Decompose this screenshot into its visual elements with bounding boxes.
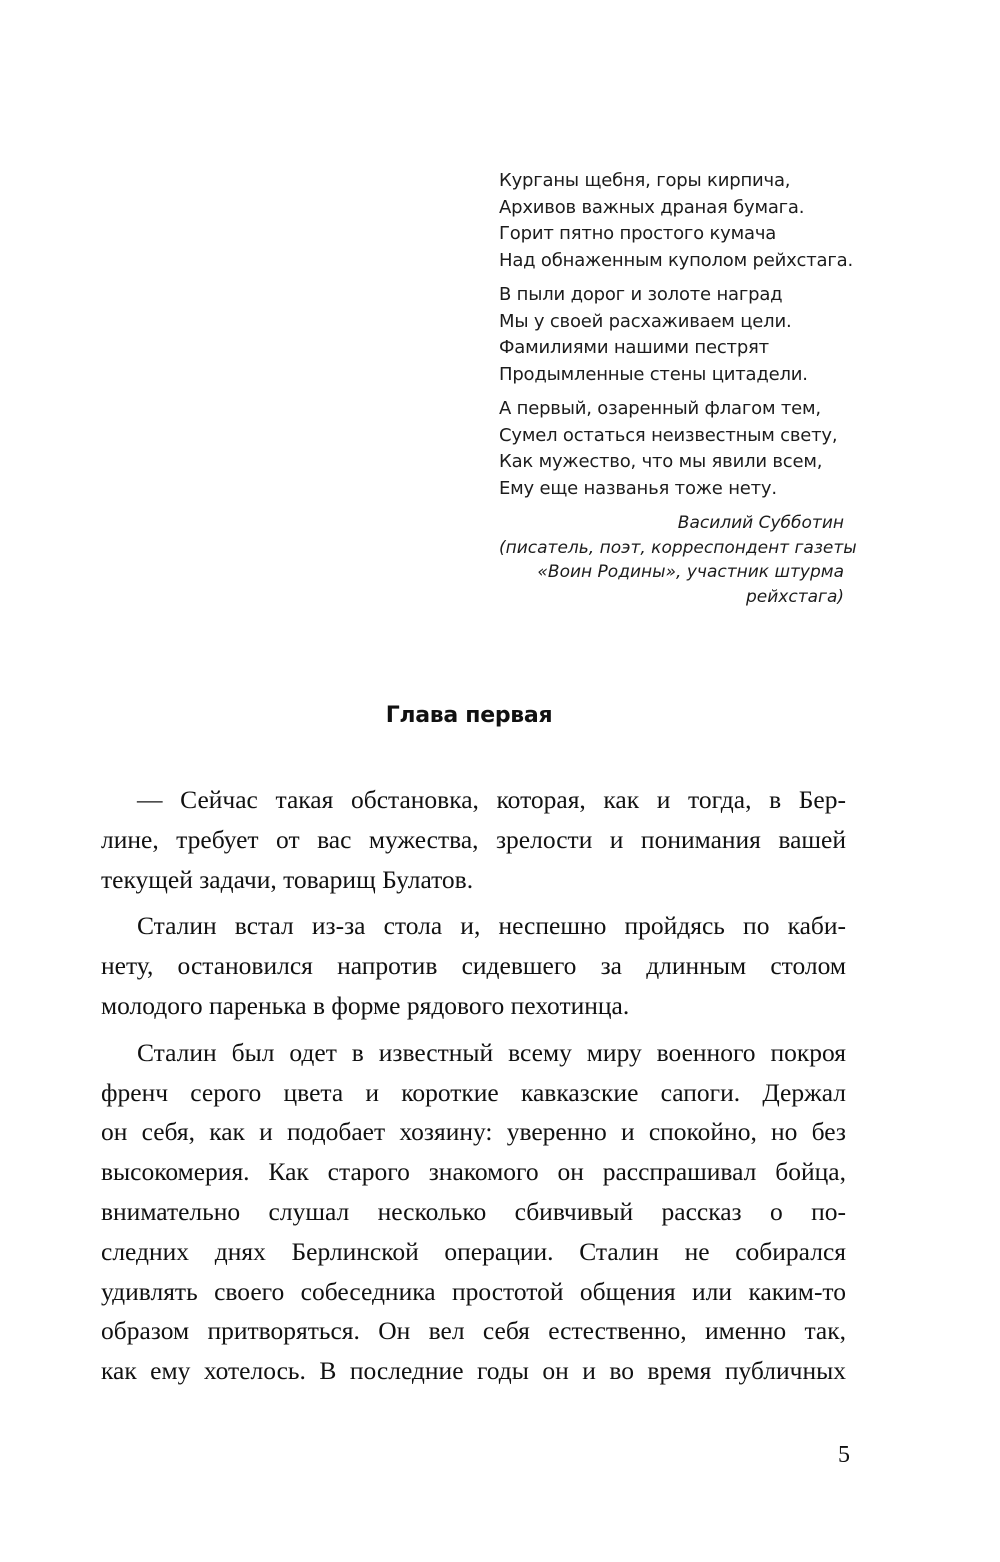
- poem-line: Мы у своей расхаживаем цели.: [499, 310, 792, 332]
- paragraph-1: [101, 780, 846, 899]
- text-line: текущей задачи, товарищ Булатов.: [101, 864, 474, 894]
- attribution-line: рейхстага): [745, 586, 844, 607]
- poem-stanza-3: [499, 396, 859, 502]
- chapter-title: Глава первая: [385, 703, 553, 728]
- poem-line: В пыли дорог и золоте наград: [499, 284, 783, 305]
- poem-line: А первый, озаренный флагом тем,: [499, 398, 821, 419]
- attribution-author: Василий Субботин: [677, 513, 844, 533]
- poem-line: Архивов важных драная бумага.: [499, 196, 805, 218]
- text-line: нету, остановился напротив сидевшего за длинным столом: [101, 951, 846, 981]
- poem-line: Горит пятно простого кумача: [499, 223, 777, 244]
- text-line: образом притворяться. Он вел себя естественно, именно так,: [101, 1316, 846, 1346]
- text-line: как ему хотелось. В последние годы он и во время публичных: [101, 1356, 846, 1386]
- text-line: — Сейчас такая обстановка, которая, как и тогда, в Бер-: [137, 785, 846, 814]
- epigraph-poem: [499, 168, 859, 510]
- poem-stanza-2: [499, 282, 859, 388]
- text-line: внимательно слушал несколько сбивчивый рассказ о по-: [101, 1196, 846, 1226]
- text-line: Сталин встал из-за стола и, неспешно пройдясь по каби-: [137, 911, 846, 941]
- poem-line: Курганы щебня, горы кирпича,: [499, 170, 791, 191]
- attribution-line: (писатель, поэт, корреспондент газеты: [499, 537, 857, 558]
- text-line: Сталин был одет в известный всему миру военного покроя: [137, 1037, 846, 1067]
- paragraph-3: [101, 1033, 846, 1391]
- poem-line: Фамилиями нашими пестрят: [499, 337, 769, 358]
- page-number: 5: [838, 1442, 850, 1468]
- body-text: [101, 780, 846, 1398]
- poem-line: Над обнаженным куполом рейхстага.: [499, 249, 853, 271]
- poem-stanza-1: [499, 168, 859, 274]
- text-line: молодого паренька в форме рядового пехотинца.: [101, 990, 630, 1020]
- text-line: следних днях Берлинской операции. Сталин не собирался: [101, 1236, 846, 1266]
- attribution-line: «Воин Родины», участник штурма: [537, 562, 844, 582]
- epigraph-attribution: [499, 511, 857, 609]
- text-line: высокомерия. Как старого знакомого он расспрашивал бойца,: [101, 1157, 846, 1187]
- poem-line: Как мужество, что мы явили всем,: [499, 451, 823, 472]
- paragraph-2: [101, 906, 846, 1025]
- poem-line: Продымленные стены цитадели.: [499, 363, 808, 385]
- text-line: френч серого цвета и короткие кавказские сапоги. Держал: [101, 1077, 846, 1107]
- poem-line: Ему еще названья тоже нету.: [499, 477, 777, 499]
- poem-line: Сумел остаться неизвестным свету,: [499, 424, 838, 446]
- text-line: лине, требует от вас мужества, зрелости и понимания вашей: [101, 824, 846, 854]
- text-line: удивлять своего собеседника простотой общения или каким-то: [101, 1276, 846, 1306]
- text-line: он себя, как и подобает хозяину: уверенно и спокойно, но без: [101, 1117, 846, 1147]
